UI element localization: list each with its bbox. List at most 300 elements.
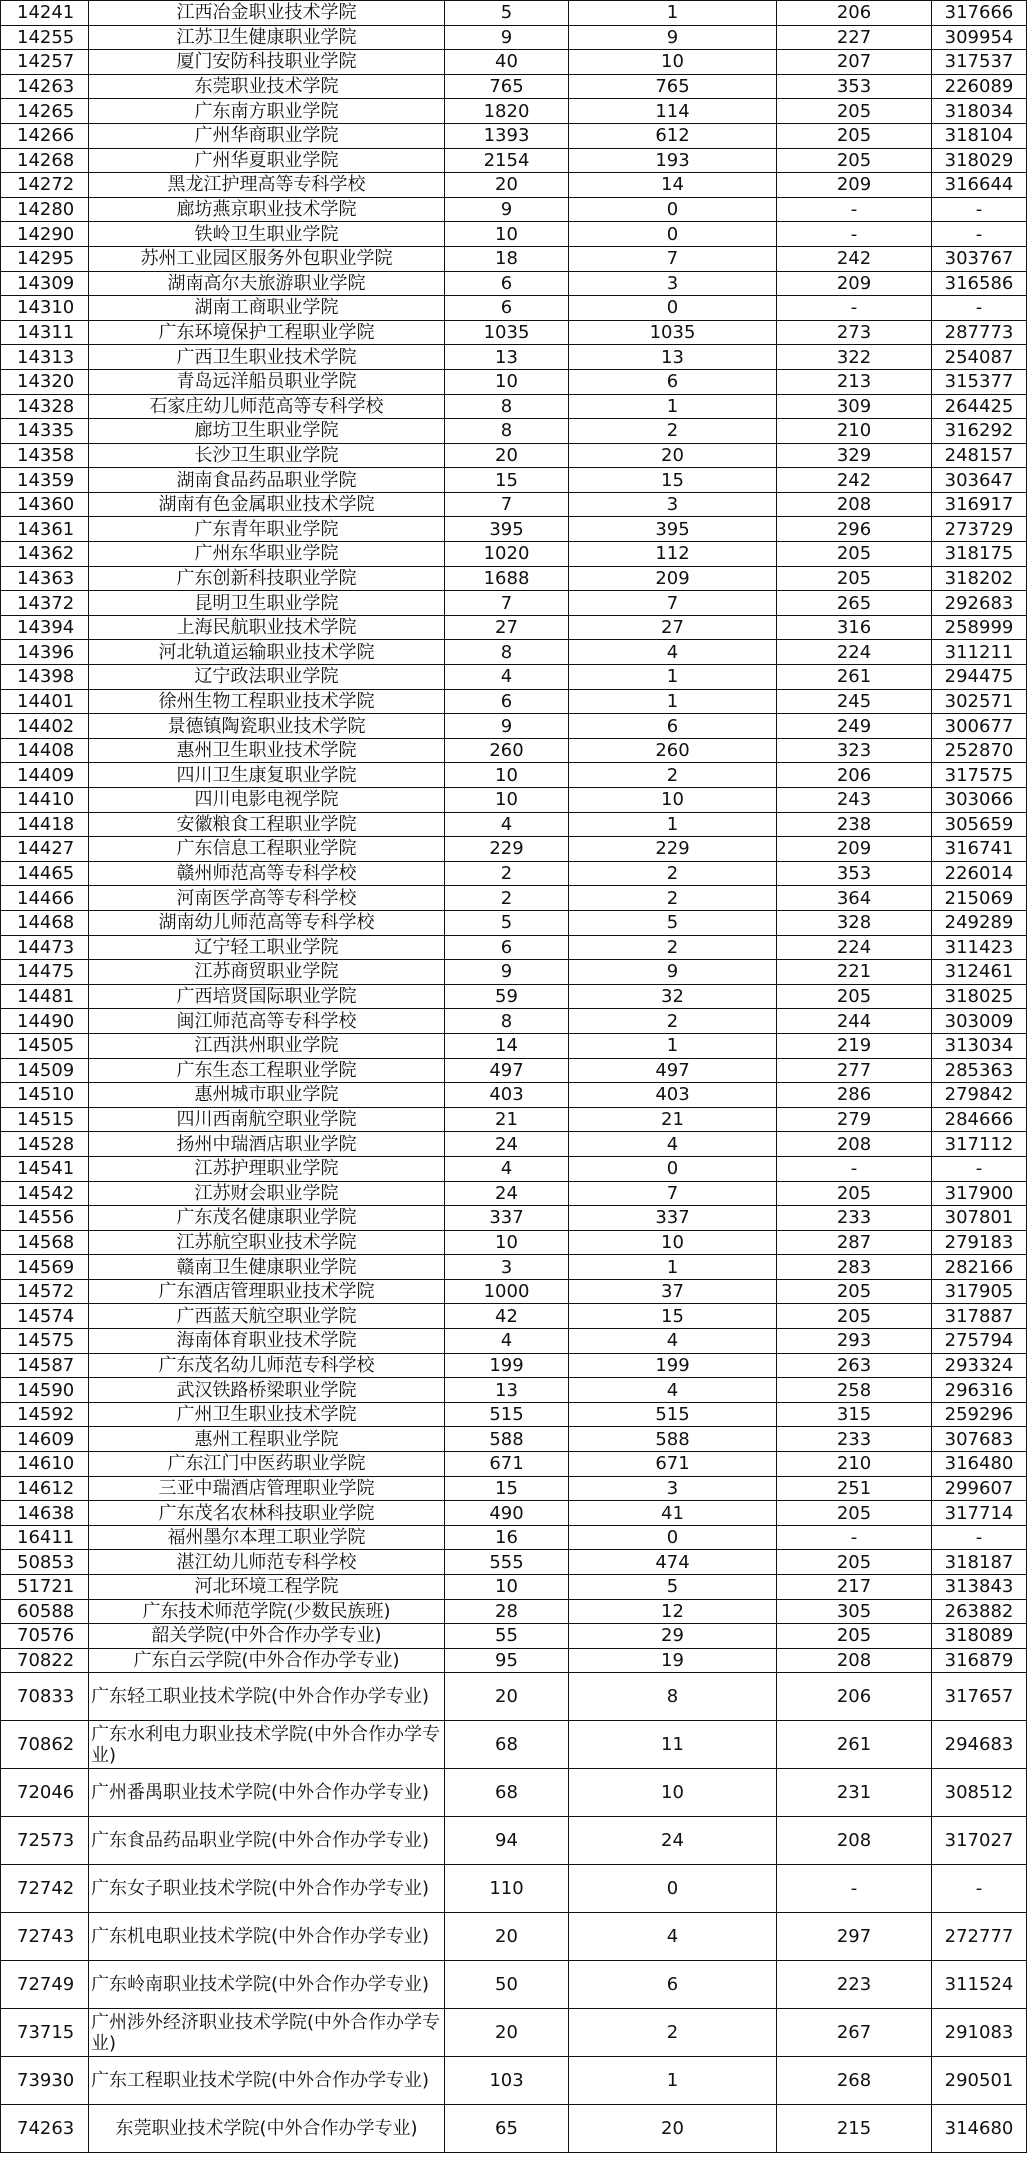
- table-row: [1, 1599, 1027, 1624]
- admitted-count-cell: 671: [569, 1452, 777, 1477]
- admitted-count-cell: 10: [569, 788, 777, 813]
- school-code-cell: 14398: [1, 665, 89, 690]
- table-row: [1, 419, 1027, 444]
- school-name-cell: 海南体育职业技术学院: [89, 1329, 445, 1354]
- admitted-count-cell: 8: [569, 1673, 777, 1721]
- admitted-count-cell: 15: [569, 1304, 777, 1329]
- admitted-count-cell: 12: [569, 1599, 777, 1624]
- rank-cell: 303767: [932, 246, 1027, 271]
- table-row: [1, 1476, 1027, 1501]
- school-code-cell: 70833: [1, 1673, 89, 1721]
- school-code-cell: 14481: [1, 984, 89, 1009]
- min-score-cell: 263: [777, 1353, 932, 1378]
- rank-cell: 314680: [932, 2105, 1027, 2153]
- min-score-cell: 322: [777, 345, 932, 370]
- admitted-count-cell: 11: [569, 1721, 777, 1769]
- plan-count-cell: 7: [445, 492, 569, 517]
- school-name-cell: 河北环境工程学院: [89, 1575, 445, 1600]
- school-name-cell: 武汉铁路桥梁职业学院: [89, 1378, 445, 1403]
- min-score-cell: 315: [777, 1402, 932, 1427]
- rank-cell: 292683: [932, 591, 1027, 616]
- plan-count-cell: 24: [445, 1181, 569, 1206]
- admitted-count-cell: 612: [569, 123, 777, 148]
- school-code-cell: 14255: [1, 25, 89, 50]
- plan-count-cell: 8: [445, 394, 569, 419]
- school-name-cell: 广东茂名幼儿师范专科学校: [89, 1353, 445, 1378]
- school-code-cell: 14409: [1, 763, 89, 788]
- school-name-cell: 广东岭南职业技术学院(中外合作办学专业): [89, 1961, 445, 2009]
- table-row: [1, 1865, 1027, 1913]
- rank-cell: 302571: [932, 689, 1027, 714]
- table-row: [1, 1961, 1027, 2009]
- admitted-count-cell: 0: [569, 222, 777, 247]
- school-code-cell: 14510: [1, 1083, 89, 1108]
- admitted-count-cell: 7: [569, 591, 777, 616]
- plan-count-cell: 555: [445, 1550, 569, 1575]
- min-score-cell: 329: [777, 443, 932, 468]
- plan-count-cell: 199: [445, 1353, 569, 1378]
- plan-count-cell: 4: [445, 1329, 569, 1354]
- plan-count-cell: 10: [445, 788, 569, 813]
- school-code-cell: 14541: [1, 1156, 89, 1181]
- school-code-cell: 14575: [1, 1329, 89, 1354]
- school-code-cell: 16411: [1, 1525, 89, 1550]
- school-name-cell: 广东机电职业技术学院(中外合作办学专业): [89, 1913, 445, 1961]
- school-code-cell: 72749: [1, 1961, 89, 2009]
- admitted-count-cell: 1: [569, 394, 777, 419]
- admitted-count-cell: 1: [569, 1255, 777, 1280]
- school-code-cell: 14572: [1, 1279, 89, 1304]
- plan-count-cell: 10: [445, 1575, 569, 1600]
- rank-cell: 293324: [932, 1353, 1027, 1378]
- school-code-cell: 14612: [1, 1476, 89, 1501]
- plan-count-cell: 40: [445, 50, 569, 75]
- table-row: [1, 640, 1027, 665]
- school-name-cell: 湛江幼儿师范专科学校: [89, 1550, 445, 1575]
- school-code-cell: 14592: [1, 1402, 89, 1427]
- rank-cell: -: [932, 1156, 1027, 1181]
- plan-count-cell: 10: [445, 222, 569, 247]
- school-name-cell: 三亚中瑞酒店管理职业学院: [89, 1476, 445, 1501]
- admitted-count-cell: 7: [569, 1181, 777, 1206]
- table-row: [1, 2057, 1027, 2105]
- admitted-count-cell: 2: [569, 763, 777, 788]
- table-row: [1, 222, 1027, 247]
- plan-count-cell: 20: [445, 2009, 569, 2057]
- min-score-cell: 243: [777, 788, 932, 813]
- school-name-cell: 广州番禺职业技术学院(中外合作办学专业): [89, 1769, 445, 1817]
- rank-cell: 317027: [932, 1817, 1027, 1865]
- min-score-cell: 242: [777, 468, 932, 493]
- table-row: [1, 197, 1027, 222]
- school-code-cell: 14265: [1, 99, 89, 124]
- school-name-cell: 江西冶金职业技术学院: [89, 1, 445, 26]
- table-row: [1, 1550, 1027, 1575]
- rank-cell: 300677: [932, 714, 1027, 739]
- table-row: [1, 320, 1027, 345]
- min-score-cell: 205: [777, 542, 932, 567]
- table-row: [1, 960, 1027, 985]
- admitted-count-cell: 10: [569, 1230, 777, 1255]
- admitted-count-cell: 4: [569, 1913, 777, 1961]
- plan-count-cell: 229: [445, 837, 569, 862]
- school-name-cell: 广西卫生职业技术学院: [89, 345, 445, 370]
- plan-count-cell: 24: [445, 1132, 569, 1157]
- school-code-cell: 14610: [1, 1452, 89, 1477]
- school-code-cell: 14490: [1, 1009, 89, 1034]
- min-score-cell: 205: [777, 1304, 932, 1329]
- rank-cell: 294683: [932, 1721, 1027, 1769]
- rank-cell: 291083: [932, 2009, 1027, 2057]
- min-score-cell: 224: [777, 935, 932, 960]
- school-name-cell: 辽宁轻工职业学院: [89, 935, 445, 960]
- min-score-cell: 309: [777, 394, 932, 419]
- min-score-cell: 251: [777, 1476, 932, 1501]
- rank-cell: 315377: [932, 369, 1027, 394]
- rank-cell: 318034: [932, 99, 1027, 124]
- admitted-count-cell: 0: [569, 296, 777, 321]
- plan-count-cell: 497: [445, 1058, 569, 1083]
- min-score-cell: 205: [777, 984, 932, 1009]
- plan-count-cell: 14: [445, 1033, 569, 1058]
- rank-cell: 264425: [932, 394, 1027, 419]
- school-name-cell: 广东青年职业学院: [89, 517, 445, 542]
- admitted-count-cell: 14: [569, 173, 777, 198]
- plan-count-cell: 103: [445, 2057, 569, 2105]
- plan-count-cell: 1393: [445, 123, 569, 148]
- school-code-cell: 60588: [1, 1599, 89, 1624]
- table-row: [1, 738, 1027, 763]
- admitted-count-cell: 0: [569, 197, 777, 222]
- school-code-cell: 14466: [1, 886, 89, 911]
- school-code-cell: 14556: [1, 1206, 89, 1231]
- rank-cell: 249289: [932, 910, 1027, 935]
- school-name-cell: 广西培贤国际职业学院: [89, 984, 445, 1009]
- school-code-cell: 14313: [1, 345, 89, 370]
- table-row: [1, 886, 1027, 911]
- rank-cell: 279183: [932, 1230, 1027, 1255]
- admitted-count-cell: 3: [569, 271, 777, 296]
- plan-count-cell: 10: [445, 369, 569, 394]
- plan-count-cell: 4: [445, 1156, 569, 1181]
- rank-cell: 215069: [932, 886, 1027, 911]
- rank-cell: 318175: [932, 542, 1027, 567]
- plan-count-cell: 59: [445, 984, 569, 1009]
- min-score-cell: 206: [777, 1, 932, 26]
- rank-cell: 287773: [932, 320, 1027, 345]
- plan-count-cell: 2: [445, 861, 569, 886]
- admitted-count-cell: 337: [569, 1206, 777, 1231]
- table-row: [1, 492, 1027, 517]
- admitted-count-cell: 1: [569, 665, 777, 690]
- min-score-cell: 209: [777, 837, 932, 862]
- rank-cell: 303647: [932, 468, 1027, 493]
- plan-count-cell: 27: [445, 615, 569, 640]
- rank-cell: 311423: [932, 935, 1027, 960]
- plan-count-cell: 588: [445, 1427, 569, 1452]
- school-code-cell: 14569: [1, 1255, 89, 1280]
- table-row: [1, 1525, 1027, 1550]
- admission-table-body: [1, 1, 1027, 2153]
- admitted-count-cell: 112: [569, 542, 777, 567]
- school-name-cell: 湖南工商职业学院: [89, 296, 445, 321]
- plan-count-cell: 94: [445, 1817, 569, 1865]
- admitted-count-cell: 1: [569, 689, 777, 714]
- admitted-count-cell: 13: [569, 345, 777, 370]
- table-row: [1, 345, 1027, 370]
- school-name-cell: 江苏商贸职业学院: [89, 960, 445, 985]
- plan-count-cell: 7: [445, 591, 569, 616]
- school-name-cell: 上海民航职业技术学院: [89, 615, 445, 640]
- school-name-cell: 江苏卫生健康职业学院: [89, 25, 445, 50]
- table-row: [1, 1402, 1027, 1427]
- min-score-cell: 205: [777, 123, 932, 148]
- school-name-cell: 廊坊燕京职业技术学院: [89, 197, 445, 222]
- plan-count-cell: 8: [445, 1009, 569, 1034]
- min-score-cell: 209: [777, 173, 932, 198]
- min-score-cell: 238: [777, 812, 932, 837]
- school-name-cell: 厦门安防科技职业学院: [89, 50, 445, 75]
- rank-cell: 317887: [932, 1304, 1027, 1329]
- admitted-count-cell: 10: [569, 50, 777, 75]
- admitted-count-cell: 260: [569, 738, 777, 763]
- school-name-cell: 广东江门中医药职业学院: [89, 1452, 445, 1477]
- plan-count-cell: 260: [445, 738, 569, 763]
- min-score-cell: 261: [777, 665, 932, 690]
- plan-count-cell: 21: [445, 1107, 569, 1132]
- school-name-cell: 广东创新科技职业学院: [89, 566, 445, 591]
- school-code-cell: 14568: [1, 1230, 89, 1255]
- admitted-count-cell: 2: [569, 419, 777, 444]
- min-score-cell: 205: [777, 1550, 932, 1575]
- rank-cell: 318202: [932, 566, 1027, 591]
- school-name-cell: 东莞职业技术学院: [89, 74, 445, 99]
- table-row: [1, 99, 1027, 124]
- rank-cell: 317905: [932, 1279, 1027, 1304]
- admitted-count-cell: 1: [569, 812, 777, 837]
- plan-count-cell: 490: [445, 1501, 569, 1526]
- admitted-count-cell: 2: [569, 1009, 777, 1034]
- rank-cell: 303009: [932, 1009, 1027, 1034]
- school-name-cell: 广西蓝天航空职业学院: [89, 1304, 445, 1329]
- rank-cell: 317714: [932, 1501, 1027, 1526]
- table-row: [1, 788, 1027, 813]
- school-name-cell: 广东茂名健康职业学院: [89, 1206, 445, 1231]
- table-row: [1, 1353, 1027, 1378]
- plan-count-cell: 671: [445, 1452, 569, 1477]
- rank-cell: 307801: [932, 1206, 1027, 1231]
- rank-cell: 309954: [932, 25, 1027, 50]
- school-code-cell: 14359: [1, 468, 89, 493]
- school-code-cell: 14310: [1, 296, 89, 321]
- plan-count-cell: 4: [445, 812, 569, 837]
- school-name-cell: 东莞职业技术学院(中外合作办学专业): [89, 2105, 445, 2153]
- rank-cell: 318104: [932, 123, 1027, 148]
- admitted-count-cell: 7: [569, 246, 777, 271]
- school-code-cell: 14320: [1, 369, 89, 394]
- plan-count-cell: 95: [445, 1648, 569, 1673]
- plan-count-cell: 18: [445, 246, 569, 271]
- min-score-cell: 297: [777, 1913, 932, 1961]
- school-code-cell: 14542: [1, 1181, 89, 1206]
- school-code-cell: 14427: [1, 837, 89, 862]
- rank-cell: 316644: [932, 173, 1027, 198]
- admitted-count-cell: 5: [569, 910, 777, 935]
- school-code-cell: 14475: [1, 960, 89, 985]
- school-code-cell: 14515: [1, 1107, 89, 1132]
- rank-cell: 263882: [932, 1599, 1027, 1624]
- school-code-cell: 14408: [1, 738, 89, 763]
- school-name-cell: 湖南高尔夫旅游职业学院: [89, 271, 445, 296]
- school-code-cell: 14574: [1, 1304, 89, 1329]
- table-row: [1, 1624, 1027, 1649]
- plan-count-cell: 28: [445, 1599, 569, 1624]
- rank-cell: 313843: [932, 1575, 1027, 1600]
- school-code-cell: 14311: [1, 320, 89, 345]
- min-score-cell: 277: [777, 1058, 932, 1083]
- plan-count-cell: 3: [445, 1255, 569, 1280]
- min-score-cell: 205: [777, 566, 932, 591]
- min-score-cell: -: [777, 197, 932, 222]
- plan-count-cell: 50: [445, 1961, 569, 2009]
- school-name-cell: 江苏护理职业学院: [89, 1156, 445, 1181]
- school-code-cell: 72046: [1, 1769, 89, 1817]
- school-name-cell: 黑龙江护理高等专科学校: [89, 173, 445, 198]
- min-score-cell: 209: [777, 271, 932, 296]
- table-row: [1, 1279, 1027, 1304]
- school-name-cell: 铁岭卫生职业学院: [89, 222, 445, 247]
- rank-cell: 272777: [932, 1913, 1027, 1961]
- admitted-count-cell: 41: [569, 1501, 777, 1526]
- table-row: [1, 443, 1027, 468]
- school-name-cell: 惠州城市职业学院: [89, 1083, 445, 1108]
- plan-count-cell: 42: [445, 1304, 569, 1329]
- min-score-cell: 205: [777, 1279, 932, 1304]
- plan-count-cell: 15: [445, 468, 569, 493]
- school-name-cell: 闽江师范高等专科学校: [89, 1009, 445, 1034]
- table-row: [1, 1769, 1027, 1817]
- rank-cell: 248157: [932, 443, 1027, 468]
- school-code-cell: 14505: [1, 1033, 89, 1058]
- rank-cell: 317537: [932, 50, 1027, 75]
- table-row: [1, 1009, 1027, 1034]
- min-score-cell: 208: [777, 1817, 932, 1865]
- school-name-cell: 广东南方职业学院: [89, 99, 445, 124]
- plan-count-cell: 9: [445, 25, 569, 50]
- rank-cell: 254087: [932, 345, 1027, 370]
- rank-cell: 316586: [932, 271, 1027, 296]
- table-row: [1, 2009, 1027, 2057]
- school-code-cell: 14410: [1, 788, 89, 813]
- school-code-cell: 14363: [1, 566, 89, 591]
- plan-count-cell: 20: [445, 1913, 569, 1961]
- min-score-cell: -: [777, 222, 932, 247]
- admitted-count-cell: 209: [569, 566, 777, 591]
- plan-count-cell: 1688: [445, 566, 569, 591]
- school-name-cell: 广东酒店管理职业技术学院: [89, 1279, 445, 1304]
- table-row: [1, 2105, 1027, 2153]
- school-code-cell: 14362: [1, 542, 89, 567]
- school-code-cell: 74263: [1, 2105, 89, 2153]
- plan-count-cell: 6: [445, 296, 569, 321]
- table-row: [1, 1378, 1027, 1403]
- plan-count-cell: 6: [445, 271, 569, 296]
- admitted-count-cell: 403: [569, 1083, 777, 1108]
- rank-cell: 317112: [932, 1132, 1027, 1157]
- school-name-cell: 广东信息工程职业学院: [89, 837, 445, 862]
- school-code-cell: 14280: [1, 197, 89, 222]
- min-score-cell: 233: [777, 1206, 932, 1231]
- plan-count-cell: 6: [445, 689, 569, 714]
- school-name-cell: 辽宁政法职业学院: [89, 665, 445, 690]
- table-row: [1, 542, 1027, 567]
- rank-cell: 308512: [932, 1769, 1027, 1817]
- min-score-cell: 283: [777, 1255, 932, 1280]
- admitted-count-cell: 588: [569, 1427, 777, 1452]
- table-row: [1, 1452, 1027, 1477]
- table-row: [1, 910, 1027, 935]
- rank-cell: 316879: [932, 1648, 1027, 1673]
- school-code-cell: 70576: [1, 1624, 89, 1649]
- admitted-count-cell: 10: [569, 1769, 777, 1817]
- school-code-cell: 14509: [1, 1058, 89, 1083]
- min-score-cell: 353: [777, 74, 932, 99]
- school-name-cell: 广东茂名农林科技职业学院: [89, 1501, 445, 1526]
- table-row: [1, 369, 1027, 394]
- school-name-cell: 福州墨尔本理工职业学院: [89, 1525, 445, 1550]
- plan-count-cell: 16: [445, 1525, 569, 1550]
- rank-cell: 317575: [932, 763, 1027, 788]
- admitted-count-cell: 4: [569, 640, 777, 665]
- school-code-cell: 51721: [1, 1575, 89, 1600]
- school-name-cell: 广州东华职业学院: [89, 542, 445, 567]
- table-row: [1, 665, 1027, 690]
- school-code-cell: 14272: [1, 173, 89, 198]
- admitted-count-cell: 9: [569, 960, 777, 985]
- table-row: [1, 1817, 1027, 1865]
- school-name-cell: 广东工程职业技术学院(中外合作办学专业): [89, 2057, 445, 2105]
- school-name-cell: 广州华夏职业学院: [89, 148, 445, 173]
- admitted-count-cell: 29: [569, 1624, 777, 1649]
- min-score-cell: 210: [777, 419, 932, 444]
- school-code-cell: 14295: [1, 246, 89, 271]
- rank-cell: 317900: [932, 1181, 1027, 1206]
- admitted-count-cell: 6: [569, 714, 777, 739]
- rank-cell: 294475: [932, 665, 1027, 690]
- plan-count-cell: 10: [445, 1230, 569, 1255]
- rank-cell: 318089: [932, 1624, 1027, 1649]
- school-name-cell: 广东食品药品职业学院(中外合作办学专业): [89, 1817, 445, 1865]
- plan-count-cell: 15: [445, 1476, 569, 1501]
- min-score-cell: 287: [777, 1230, 932, 1255]
- school-code-cell: 50853: [1, 1550, 89, 1575]
- rank-cell: 284666: [932, 1107, 1027, 1132]
- plan-count-cell: 395: [445, 517, 569, 542]
- rank-cell: 316292: [932, 419, 1027, 444]
- school-name-cell: 扬州中瑞酒店职业学院: [89, 1132, 445, 1157]
- admitted-count-cell: 1: [569, 2057, 777, 2105]
- admitted-count-cell: 19: [569, 1648, 777, 1673]
- admitted-count-cell: 497: [569, 1058, 777, 1083]
- school-name-cell: 河南医学高等专科学校: [89, 886, 445, 911]
- plan-count-cell: 55: [445, 1624, 569, 1649]
- plan-count-cell: 68: [445, 1769, 569, 1817]
- min-score-cell: 205: [777, 1181, 932, 1206]
- min-score-cell: 208: [777, 1648, 932, 1673]
- rank-cell: 282166: [932, 1255, 1027, 1280]
- school-code-cell: 72742: [1, 1865, 89, 1913]
- admitted-count-cell: 4: [569, 1329, 777, 1354]
